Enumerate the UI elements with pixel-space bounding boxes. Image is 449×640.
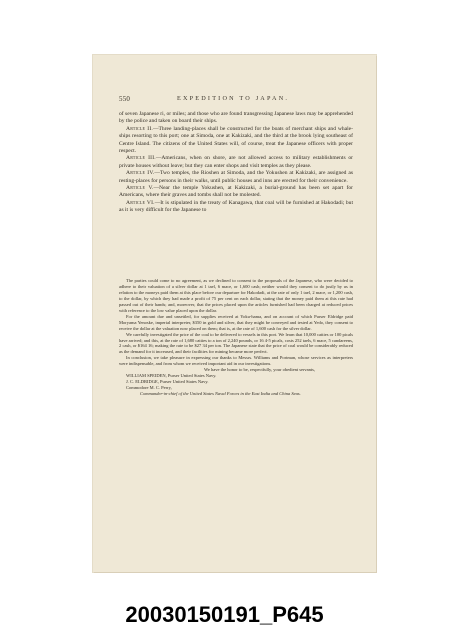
book-page <box>93 55 376 572</box>
paragraph: of seven Japanese ri, or miles; and those who are found transgressing Japanese laws may be apprehended by the police and taken on board their ships. <box>119 111 353 125</box>
article-heading: Article IV. <box>126 170 155 177</box>
paragraph-article-4: Article IV.—Two temples, the Rioshen at Simoda, and the Yokushen at Kakizaki, are assigned as resting-places for persons in their walks, until public houses and inns are erected for their convenience. <box>119 170 353 184</box>
signature-speiden: WILLIAM SPEIDEN, Purser United States Navy. <box>126 373 217 379</box>
note-paragraph: In conclusion, we take pleasure in expressing our thanks to Messrs. Williams and Portman, whose services as interpreters were indispensable, and from whom we received important aid in our investigations. <box>119 355 353 367</box>
closing-line: We have the honor to be, respectfully, your obedient servants, <box>204 367 316 373</box>
addressee: Commodore M. C. Perry, <box>126 385 172 391</box>
paragraph-article-5: Article V.—Near the temple Yokushen, at Kakizaki, a burial-ground has been set apart for Americans, where their graves and tombs shall not be molested. <box>119 185 353 199</box>
note-paragraph: For the amount due and unsettled, for supplies received at Yoku-hama, and on account of which Purser Eldridge paid Moryama Yenoske, imperial interpreter, $350 in gold and silver, that they might be conveyed and tested at Yedo, they consent to receive the dollar at the valuation now placed on them; that is, at the rate of 1,600 cash for the silver dollar. <box>119 313 353 331</box>
paragraph-article-2: Article II.—Three landing-places shall be constructed for the boats of merchant ships and whale-ships resorting to this port; one at Simoda, one at Kakizaki, and the third at the brook lying southeast of Centre Island. The citizens of the United States will, of course, treat the Japanese officers with proper respect. <box>119 125 353 155</box>
signature-eldridge: J. C. ELDRIDGE, Purser United States Navy. <box>126 379 209 385</box>
main-text <box>119 111 353 215</box>
page-number: 550 <box>119 95 131 103</box>
footnote-block <box>119 278 353 397</box>
page-header <box>119 95 353 105</box>
article-heading: Article III. <box>126 155 156 162</box>
note-paragraph: The parties could come to no agreement, as we declined to consent to the proposals of the Japanese, who were decided to adhere to their valuation of a silver dollar at 1 tael, 6 mace, or 1,600 cash; neither would they consent to do justly by us in relation to the moneys paid them at this place before our departure for Hakodadi, at the rate of only 1 tael, 2 mace, or 1,200 cash, to the dollar, by which they had made a profit of 75 per cent on each dollar, stating that the money paid them at this rate had passed out of their hands; and, moreover, that the prices placed upon the articles furnished had been charged at reduced prices with reference to the low value placed upon the dollar. <box>119 278 353 313</box>
note-paragraph: We carefully investigated the price of the coal to be delivered to vessels in this port. We learn that 10,000 catties or 100 picals have arrived; and this, at the rate of 1,680 catties to a ton of 2,240 pounds, or 16 4-5 picals, costs 252 taels, 6 mace, 5 candareens, 2 cash, or $164 16; making the rate to be $27 34 per ton. The Japanese state that the price of coal would be considerably reduced as the demand for it increased, and their facilities for mining became more perfect. <box>119 331 353 355</box>
article-heading: Article V. <box>126 185 154 192</box>
paragraph-article-6: Article VI.—It is stipulated in the treaty of Kanagawa, that coal will be furnished at Hakodadi; but as it is very difficult for the Japanese to <box>119 199 353 214</box>
article-heading: Article II. <box>126 125 153 132</box>
image-id-caption: 20030150191_P645 <box>125 602 324 627</box>
running-head: EXPEDITION TO JAPAN. <box>177 95 290 102</box>
article-heading: Article VI. <box>126 199 155 206</box>
paragraph-article-3: Article III.—Americans, when on shore, are not allowed access to military establishments or private houses without leave; but they can enter shops and visit temples as they please. <box>119 155 354 169</box>
addressee-title: Commander-in-chief of the United States Naval Forces in the East India and China Seas. <box>140 391 301 397</box>
